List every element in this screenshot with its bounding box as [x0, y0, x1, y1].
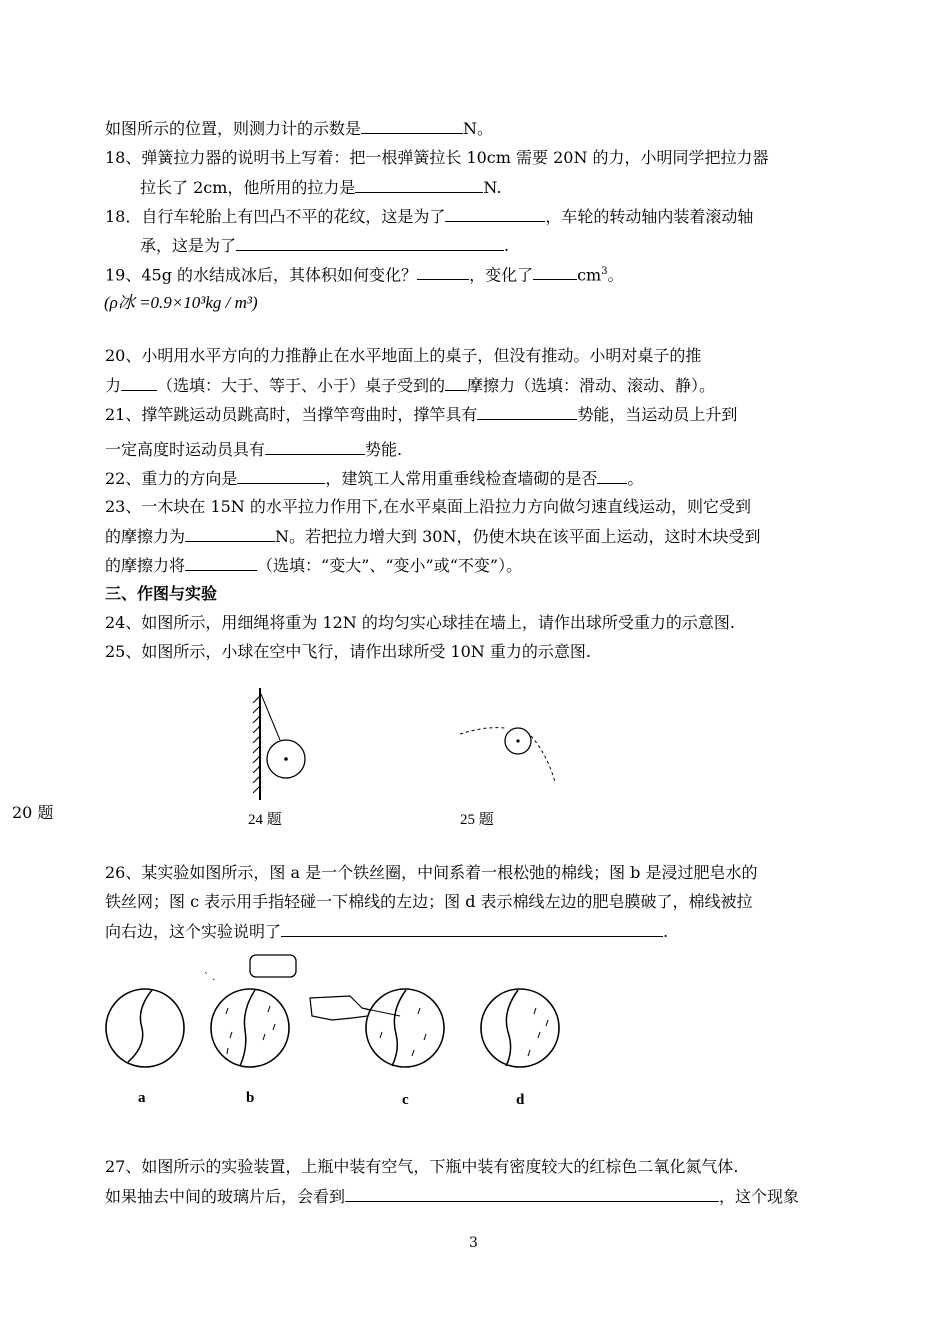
q23-line1: 23、一木块在 15N 的水平拉力作用下,在水平桌面上沿拉力方向做匀速直线运动，则它受到 — [105, 497, 751, 516]
q18a-line1: 18、弹簧拉力器的说明书上写着：把一根弹簧拉长 10cm 需要 20N 的力，小明同学把拉力器 — [105, 148, 769, 167]
q24: 24、如图所示，用细绳将重为 12N 的均匀实心球挂在墙上，请作出球所受重力的示意图. — [105, 613, 735, 632]
caption-24: 24 题 — [248, 812, 282, 828]
page-number: 3 — [469, 1235, 478, 1251]
q20-line1: 20、小明用水平方向的力推静止在水平地面上的桌子，但没有推动。小明对桌子的推 — [105, 346, 702, 365]
answer-blank[interactable] — [361, 118, 463, 134]
q18b-line2: 承，这是为了 . — [140, 236, 510, 255]
svg-text:` .: ` . — [204, 972, 216, 983]
caption-a: a — [138, 1090, 146, 1106]
q26-line2: 铁丝网；图 c 表示用手指轻碰一下棉线的左边；图 d 表示棉线左边的肥皂膜破了，棉线被拉 — [105, 892, 753, 911]
answer-blank[interactable] — [477, 404, 577, 420]
figure-24-wall-ball — [240, 688, 320, 803]
q23-line2: 的摩擦力为 N。若把拉力增大到 30N，仍使木块在该平面上运动，这时木块受到 — [105, 527, 761, 546]
figure-26a — [106, 989, 184, 1067]
q21-line2: 一定高度时运动员具有 势能. — [105, 440, 403, 459]
q18b-line1: 18．自行车轮胎上有凹凸不平的花纹，这是为了 ，车轮的转动轴内装着滚动轴 — [105, 207, 754, 226]
answer-blank[interactable] — [185, 526, 275, 542]
answer-blank[interactable] — [265, 439, 365, 455]
figure-26b — [204, 955, 296, 1067]
answer-blank[interactable] — [236, 235, 504, 251]
answer-blank[interactable] — [597, 468, 627, 484]
answer-blank[interactable] — [185, 555, 257, 571]
answer-blank[interactable] — [533, 264, 577, 280]
answer-blank[interactable] — [345, 1186, 719, 1202]
q19: 19、45g 的水结成冰后，其体积如何变化？ ，变化了 $cm^3$。 — [105, 265, 624, 285]
answer-blank[interactable] — [355, 177, 483, 193]
caption-c: c — [402, 1092, 409, 1108]
label-q20: 20 题 — [12, 803, 54, 822]
answer-blank[interactable] — [445, 206, 545, 222]
figure-26c — [310, 989, 444, 1067]
answer-blank[interactable] — [417, 264, 469, 280]
q21-line1: 21、撑竿跳运动员跳高时，当撑竿弯曲时，撑竿具有 势能，当运动员上升到 — [105, 405, 738, 424]
caption-b: b — [246, 1090, 255, 1106]
caption-d: d — [516, 1092, 525, 1108]
figure-26-soap-film — [100, 950, 570, 1080]
q20-line2: 力 （选填：大于、等于、小于）桌子受到的 摩擦力（选填：滑动、滚动、静）。 — [105, 376, 716, 395]
answer-blank[interactable] — [281, 921, 663, 937]
q26-line3: 向右边，这个实验说明了 . — [105, 922, 669, 941]
q18a-line2: 拉长了 2cm，他所用的拉力是 N. — [140, 178, 502, 197]
q23-line3: 的摩擦力将 （选填：“变大”、“变小”或“不变”）。 — [105, 556, 523, 575]
answer-blank[interactable] — [237, 468, 325, 484]
q22: 22、重力的方向是 ，建筑工人常用重垂线检查墙砌的是否 。 — [105, 469, 644, 488]
figure-26d — [481, 989, 559, 1067]
q25: 25、如图所示，小球在空中飞行，请作出球所受 10N 重力的示意图. — [105, 642, 591, 661]
q27-line2: 如果抽去中间的玻璃片后，会看到 ，这个现象 — [105, 1187, 800, 1206]
q27-line1: 27、如图所示的实验装置，上瓶中装有空气，下瓶中装有密度较大的红棕色二氧化氮气体. — [105, 1157, 739, 1176]
caption-25: 25 题 — [460, 812, 494, 828]
section-title: 三、作图与实验 — [105, 584, 218, 603]
q26-line1: 26、某实验如图所示，图 a 是一个铁丝圈，中间系着一根松弛的棉线；图 b 是浸过肥皂水的 — [105, 863, 758, 882]
figure-25-flying-ball — [455, 722, 565, 812]
density-formula: (ρ冰 =0.9×10³kg / m³) — [104, 293, 258, 312]
answer-blank[interactable] — [121, 375, 157, 391]
q17-tail: 如图所示的位置，则测力计的示数是 N。 — [105, 119, 494, 138]
answer-blank[interactable] — [445, 375, 467, 391]
